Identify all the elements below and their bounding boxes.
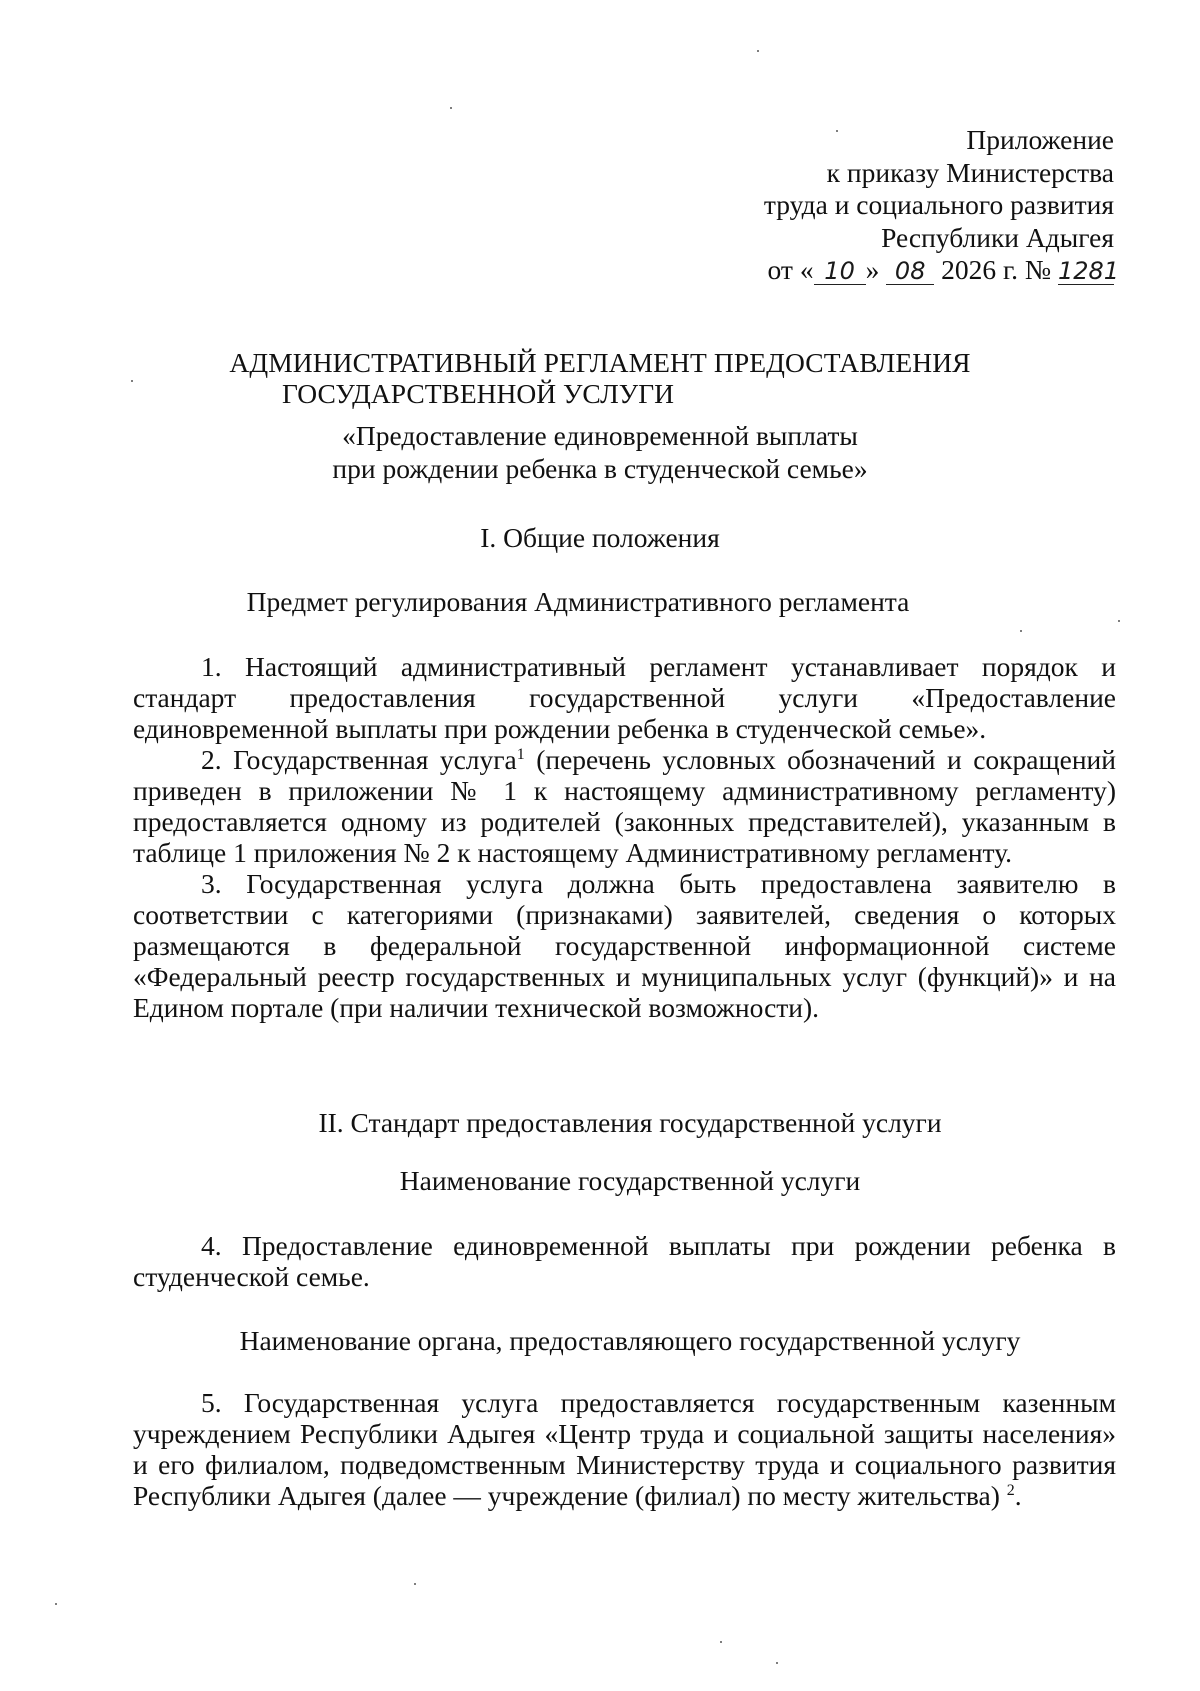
scan-speck: [414, 1583, 416, 1585]
scan-speck: [450, 107, 452, 109]
header-line: труда и социального развития: [763, 189, 1114, 220]
scan-speck: [55, 1603, 57, 1605]
document-subtitle-line2: при рождении ребенка в студенческой семье»: [332, 453, 868, 484]
date-prefix: от «: [767, 254, 814, 285]
paragraph: 3. Государственная услуга должна быть предоставлена заявителю в соответствии с категориями (признаками) заявителей, сведения о которых размещаются в федеральной государственной информационной системе «Федеральный реестр государственных и муниципальных услуг (функций)» и на Едином портале (при наличии технической возможности).: [133, 868, 1116, 1023]
paragraph-text: 2. Государственная услуга: [201, 744, 517, 775]
header-line: к приказу Министерства: [826, 156, 1114, 188]
section-body: [133, 1230, 1116, 1292]
paragraph-text: 5. Государственная услуга предоставляется государственным казенным учреждением Республики Адыгея «Центр труда и социальной защиты населения» и его филиалом, подведомственным Министерству труда и социального развития Республики Адыгея (далее — учреждение (филиал) по месту жительства): [133, 1387, 1116, 1511]
document-title: АДМИНИСТРАТИВНЫЙ РЕГЛАМЕНТ ПРЕДОСТАВЛЕНИЯ: [229, 347, 971, 378]
scan-speck: [776, 1662, 778, 1664]
section-subheading: Наименование государственной услуги: [399, 1165, 861, 1196]
paragraph: 4. Предоставление единовременной выплаты при рождении ребенка в студенческой семье.: [133, 1230, 1116, 1292]
paragraph: [133, 744, 1116, 868]
paragraph-text: .: [1014, 1480, 1022, 1511]
header-line: Приложение: [966, 124, 1114, 155]
paragraph: [133, 1387, 1116, 1511]
order-date-line: [764, 254, 1120, 288]
handwritten-number: 1281: [1058, 255, 1114, 288]
section-heading: II. Стандарт предоставления государственной услуги: [318, 1107, 942, 1138]
section-body: [133, 651, 1116, 1023]
paragraph-text: (перечень условных обозначений и сокращений приведен в приложении № 1 к настоящему административному регламенту) предоставляется одному из родителей (законных представителей), указанным в таблице 1 приложения № 2 к настоящему Административному регламенту.: [133, 744, 1116, 868]
scan-speck: [757, 50, 759, 52]
date-mid: »: [865, 254, 880, 285]
section-subheading: Предмет регулирования Административного регламента: [246, 586, 910, 617]
header-line: Республики Адыгея: [881, 221, 1114, 253]
scan-speck: [1118, 620, 1120, 622]
footnote-ref: 2: [1006, 1481, 1015, 1499]
footnote-ref: 1: [516, 745, 525, 763]
paragraph: 1. Настоящий административный регламент устанавливает порядок и стандарт предоставления государственной услуги «Предоставление единовременной выплаты при рождении ребенка в студенческой семье».: [133, 651, 1116, 744]
handwritten-day: 10: [814, 255, 866, 288]
section-heading: I. Общие положения: [480, 522, 720, 553]
scan-speck: [720, 1641, 722, 1643]
date-year: 2026 г. №: [941, 254, 1052, 285]
document-subtitle: «Предоставление единовременной выплаты: [342, 420, 858, 451]
document-title-line2: ГОСУДАРСТВЕННОЙ УСЛУГИ: [282, 378, 674, 409]
scan-speck: [1020, 630, 1022, 632]
section-subheading: Наименование органа, предоставляющего государственной услугу: [239, 1325, 1021, 1356]
appendix-header: [763, 124, 1120, 288]
section-body: [133, 1387, 1116, 1511]
handwritten-month: 08: [886, 255, 934, 288]
